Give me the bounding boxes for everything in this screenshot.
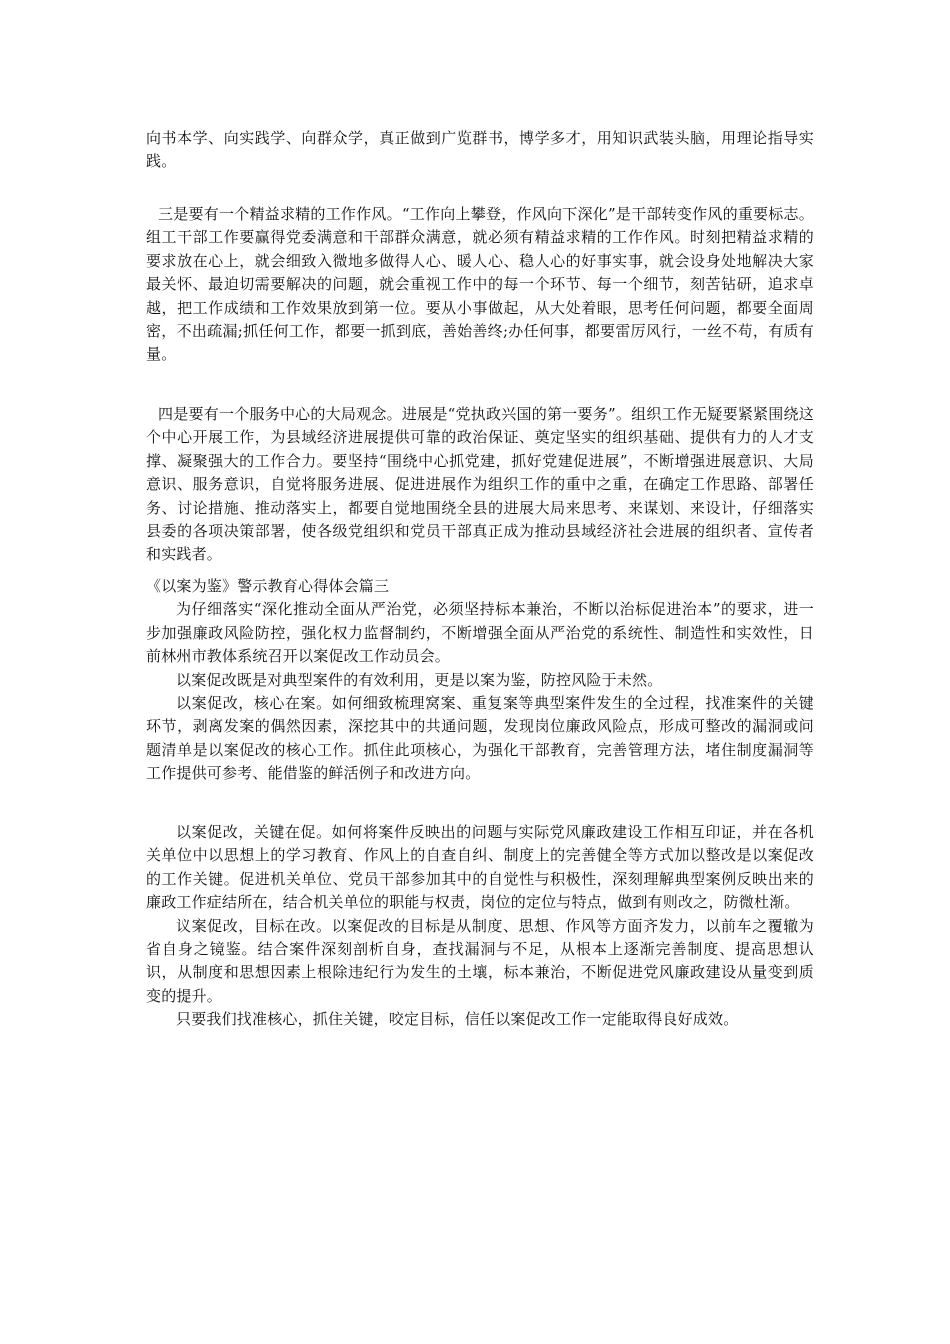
paragraph-closing: 只要我们找准核心，抓住关键，咬定目标，信任以案促改工作一定能取得良好成效。 — [176, 1010, 739, 1029]
document-body-section-three — [146, 575, 814, 786]
paragraph-purpose: 以案促改既是对典型案件的有效利用，更是以案为鉴，防控风险于未然。 — [176, 670, 663, 689]
paragraph-point-four: 四是要有一个服务中心的大局观念。进展是“党执政兴国的第一要务”。组织工作无疑要紧紧围绕这个中心开展工作，为县域经济进展提供可靠的政治保证、奠定坚实的组织基础、提供有力的人才支撑、凝聚强大的工作合力。要坚持“围绕中心抓党建，抓好党建促进展”，不断增强进展意识、大局意识、服务意识，自觉将服务进展、促进进展作为组织工作的重中之重，在确定工作思路、部署任务、讨论措施、推动落实上，都要自觉地围绕全县的进展大局来思考、来谋划、来设计，仔细落实县委的各项决策部署，使各级党组织和党员干部真正成为推动县域经济社会进展的组织者、宣传者和实践者。 — [146, 405, 814, 564]
document-body-point-three — [146, 203, 814, 367]
paragraph-carryover: 向书本学、向实践学、向群众学，真正做到广览群书，博学多才，用知识武装头脑，用理论指导实践。 — [146, 129, 814, 171]
document-body-section-three-continued — [146, 821, 814, 1032]
document-body-point-four — [146, 403, 814, 567]
paragraph-point-three: 三是要有一个精益求精的工作作风。“工作向上攀登，作风向下深化”是干部转变作风的重要标志。组工干部工作要赢得党委满意和干部群众满意，就必须有精益求精的工作作风。时刻把精益求精的要求放在心上，就会细致入微地多做得人心、暖人心、稳人心的好事实事，就会设身处地解决大家最关怀、最迫切需要解决的问题，就会重视工作中的每一个环节、每一个细节，刻苦钻研，追求卓越，把工作成绩和工作效果放到第一位。要从小事做起，从大处着眼，思考任何问题，都要全面周密，不出疏漏;抓任何工作，都要一抓到底，善始善终;办任何事，都要雷厉风行，一丝不苟，有质有量。 — [146, 205, 814, 364]
document-body-top — [146, 127, 814, 174]
paragraph-core: 以案促改，核心在案。如何细致梳理窝案、重复案等典型案件发生的全过程，找准案件的关键环节，剥离发案的偶然因素，深挖其中的共通问题，发现岗位廉政风险点，形成可整改的漏洞或问题清单是以案促改的核心工作。抓住此项核心，为强化干部教育，完善管理方法，堵住制度漏洞等工作提供可参考、能借鉴的鲜活例子和改进方向。 — [146, 694, 814, 783]
section-title: 《以案为鉴》警示教育心得体会篇三 — [146, 577, 390, 595]
paragraph-key: 以案促改，关键在促。如何将案件反映出的问题与实际党风廉政建设工作相互印证，并在各机关单位中以思想上的学习教育、作风上的自查自纠、制度上的完善健全等方式加以整改是以案促改的工作关键。促进机关单位、党员干部参加其中的自觉性与积极性，深刻理解典型案例反映出来的廉政工作症结所在，结合机关单位的职能与权责，岗位的定位与特点，做到有则改之，防微杜渐。 — [146, 823, 814, 912]
paragraph-goal: 议案促改，目标在改。以案促改的目标是从制度、思想、作风等方面齐发力，以前车之覆辙为省自身之镜鉴。结合案件深刻剖析自身，查找漏洞与不足，从根本上逐渐完善制度、提高思想认识，从制度和思想因素上根除违纪行为发生的土壤，标本兼治，不断促进党风廉政建设从量变到质变的提升。 — [146, 916, 814, 1005]
paragraph-intro: 为仔细落实“深化推动全面从严治党，必须坚持标本兼治，不断以治标促进治本”的要求，进一步加强廉政风险防控，强化权力监督制约，不断增强全面从严治党的系统性、制造性和实效性，日前林州市教体系统召开以案促改工作动员会。 — [146, 600, 814, 666]
